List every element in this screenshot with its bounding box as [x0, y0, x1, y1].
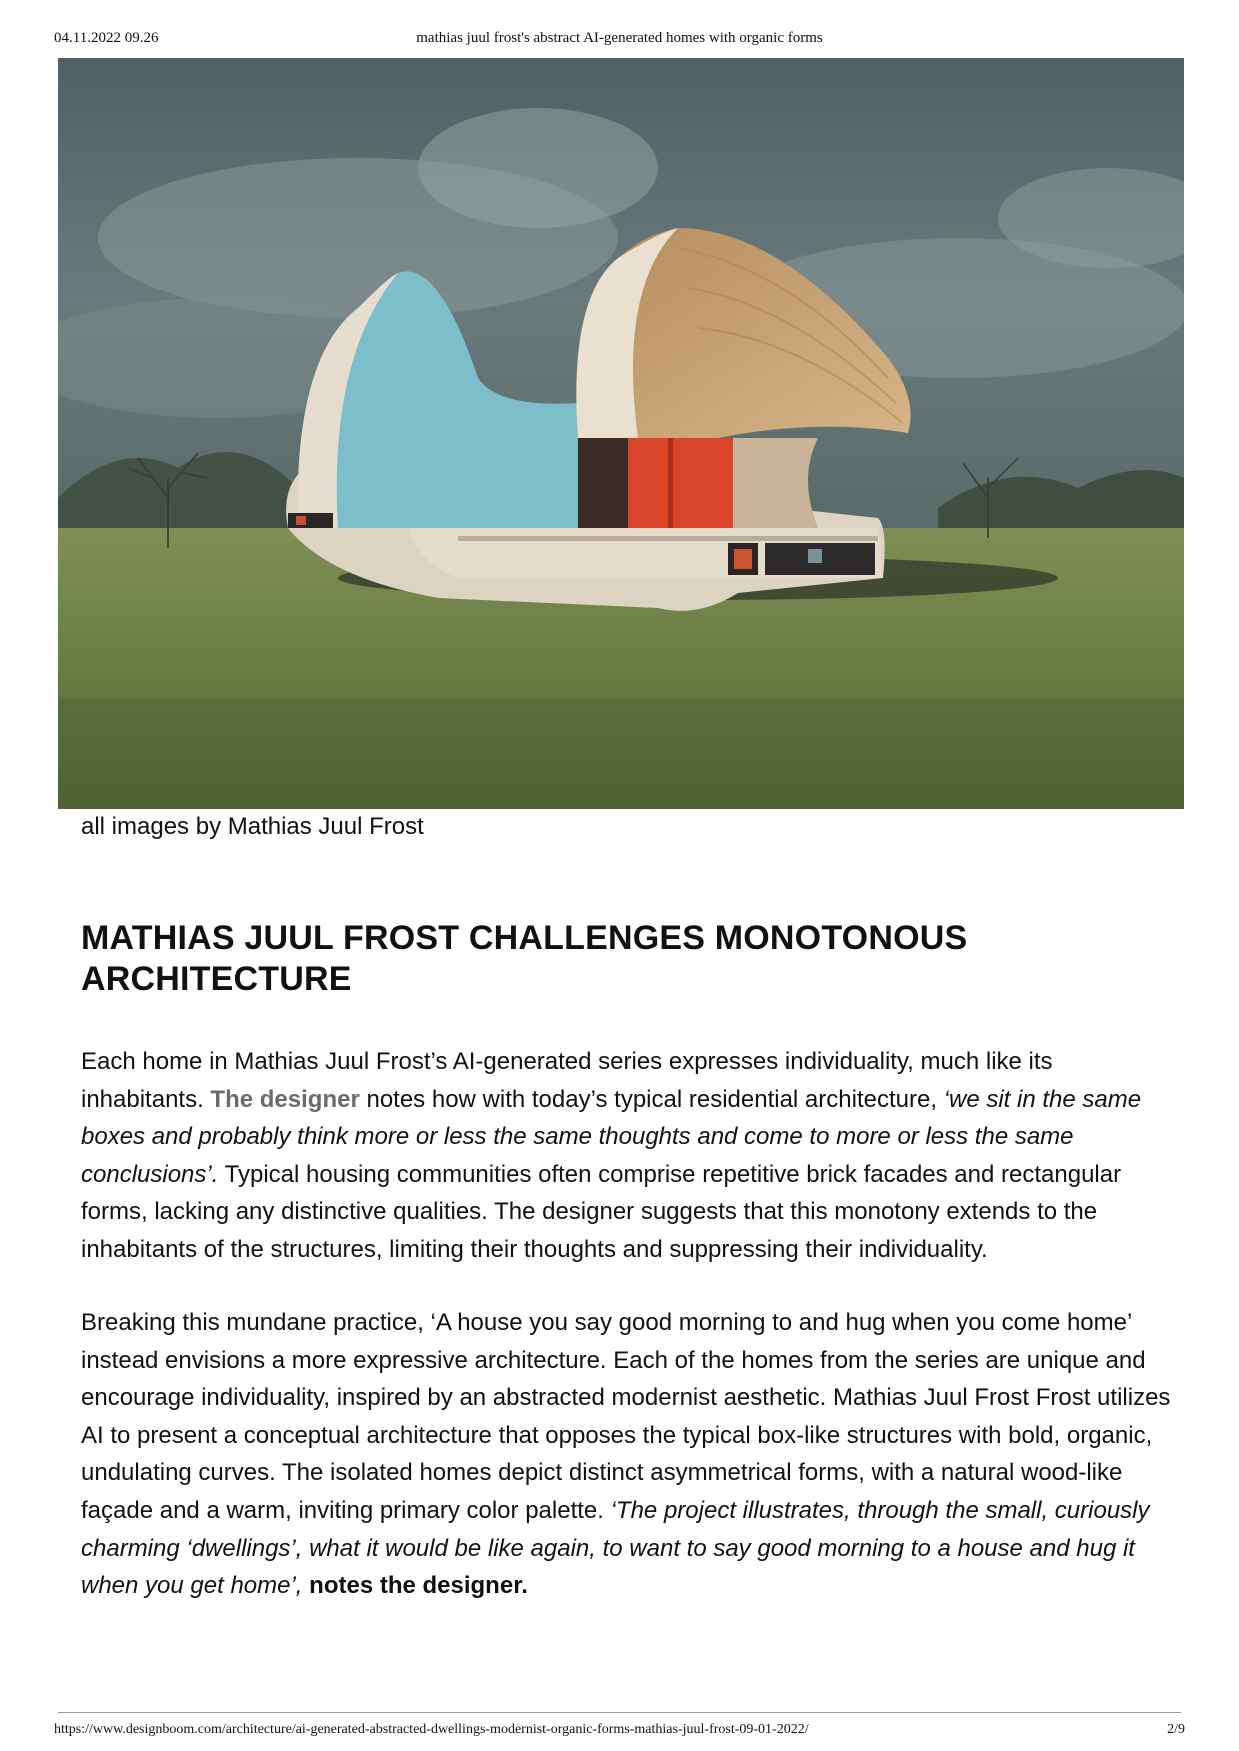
- text-run: notes how with today’s typical residential architecture,: [359, 1085, 944, 1113]
- text-run: Typical housing communities often comprise repetitive brick facades and rectangular forms, lacking any distinctive qualities. The designer suggests that this monotony extends to the inhabitants of the structures, limiting their thoughts and suppressing their individuality.: [81, 1160, 1122, 1263]
- print-title: mathias juul frost's abstract AI-generated homes with organic forms: [416, 30, 823, 46]
- hero-image: [58, 58, 1184, 809]
- page-number: 2/9: [1167, 1722, 1185, 1737]
- designer-quote: ‘we sit in the same boxes and probably think more or less the same thoughts and come to more or less the same conclusions’.: [81, 1085, 1142, 1188]
- footer-divider: [58, 1712, 1181, 1713]
- print-date: 04.11.2022 09.26: [54, 30, 159, 46]
- article-paragraph-2: [81, 1304, 1171, 1605]
- print-url: https://www.designboom.com/architecture/ai-generated-abstracted-dwellings-modernist-organic-forms-mathias-juul-frost-09-01-2022/: [54, 1722, 809, 1737]
- article-headline: MATHIAS JUUL FROST CHALLENGES MONOTONOUS ARCHITECTURE: [81, 919, 968, 998]
- designer-link[interactable]: The designer: [210, 1085, 360, 1113]
- image-caption: all images by Mathias Juul Frost: [81, 813, 424, 840]
- article-paragraph-1: [81, 1043, 1171, 1269]
- house-illustration: [58, 58, 1184, 809]
- project-quote: ‘The project illustrates, through the small, curiously charming ‘dwellings’, what it would be like again, to want to say good morning to a house and hug it when you get home’,: [81, 1496, 1150, 1600]
- text-run: Breaking this mundane practice, ‘A house you say good morning to and hug when you come home’ instead envisions a more expressive architecture. Each of the homes from the series are unique and encourage individuality, inspired by an abstracted modernist aesthetic. Mathias Juul Frost Frost utilizes AI to present a conceptual architecture that opposes the typical box-like structures with bold, organic, undulating curves. The isolated homes depict distinct asymmetrical forms, with a natural wood-like façade and a warm, inviting primary color palette.: [81, 1309, 1171, 1524]
- quote-attribution: notes the designer.: [302, 1572, 528, 1600]
- text-run: Each home in Mathias Juul Frost’s AI-generated series expresses individuality, much like its inhabitants.: [81, 1048, 1053, 1113]
